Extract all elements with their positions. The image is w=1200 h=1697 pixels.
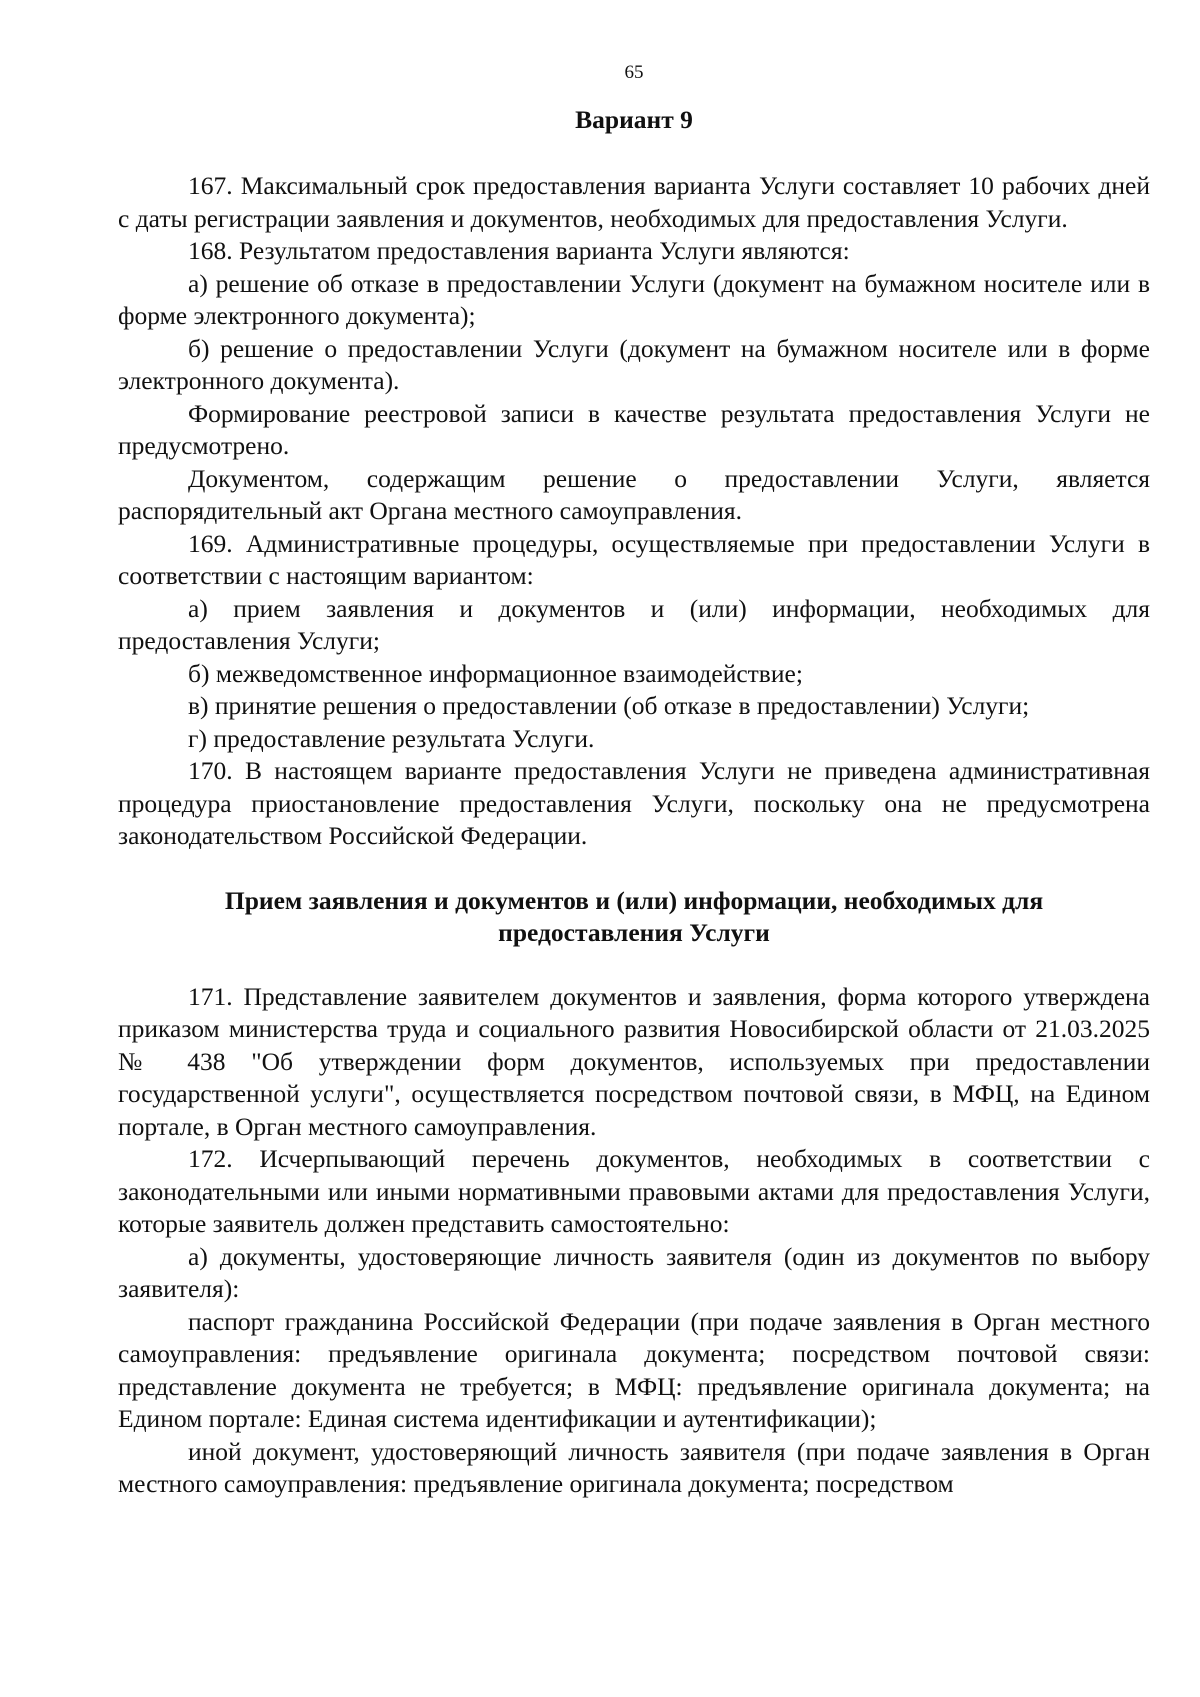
paragraph-decision-document: Документом, содержащим решение о предоставлении Услуги, является распорядительный акт Органа местного самоуправления.: [118, 463, 1150, 525]
section-heading-line-1: Прием заявления и документов и (или) информации, необходимых для: [224, 885, 1044, 915]
variant-body: [118, 170, 1150, 853]
section-heading-line-2: предоставления Услуги: [498, 917, 770, 947]
list-item-169-a: а) прием заявления и документов и (или) информации, необходимых для предоставления Услуги;: [118, 593, 1150, 655]
list-item-172-a: а) документы, удостоверяющие личность заявителя (один из документов по выбору заявителя):: [118, 1241, 1150, 1303]
paragraph-167: 167. Максимальный срок предоставления варианта Услуги составляет 10 рабочих дней с даты регистрации заявления и документов, необходимых для предоставления Услуги.: [118, 171, 1150, 233]
paragraph-171: 171. Представление заявителем документов и заявления, форма которого утверждена приказом министерства труда и социального развития Новосибирской области от 21.03.2025 № 438 "Об утверждении форм документов, используемых при предоставлении государственной услуги", осуществляется посредством почтовой связи, в МФЦ, на Едином портале, в Орган местного самоуправления.: [118, 981, 1150, 1141]
paragraph-passport: паспорт гражданина Российской Федерации (при подаче заявления в Орган местного самоуправления: предъявление оригинала документа; посредством почтовой связи: представление документа не требуется; в МФЦ: предъявление оригинала документа; на Едином портале: Единая система идентификации и аутентификации);: [118, 1306, 1150, 1433]
paragraph-registry-record: Формирование реестровой записи в качестве результата предоставления Услуги не предусмотрено.: [118, 398, 1150, 460]
document-page: [118, 62, 1150, 1501]
list-item-169-b: б) межведомственное информационное взаимодействие;: [188, 658, 803, 688]
paragraph-169: 169. Административные процедуры, осуществляемые при предоставлении Услуги в соответствии с настоящим вариантом:: [118, 528, 1150, 590]
page-number: 65: [624, 62, 644, 83]
list-item-168-a: а) решение об отказе в предоставлении Услуги (документ на бумажном носителе или в форме электронного документа);: [118, 268, 1150, 330]
paragraph-172: 172. Исчерпывающий перечень документов, необходимых в соответствии с законодательными или иными нормативными правовыми актами для предоставления Услуги, которые заявитель должен представить самостоятельно:: [118, 1144, 1150, 1238]
list-item-169-v: в) принятие решения о предоставлении (об отказе в предоставлении) Услуги;: [188, 691, 1030, 720]
section-heading: [118, 885, 1150, 949]
paragraph-170: 170. В настоящем варианте предоставления Услуги не приведена административная процедура приостановление предоставления Услуги, поскольку она не предусмотрена законодательством Российской Федерации.: [118, 756, 1150, 850]
paragraph-168: 168. Результатом предоставления варианта Услуги являются:: [188, 236, 850, 265]
list-item-169-g: г) предоставление результата Услуги.: [188, 723, 595, 753]
list-item-168-b: б) решение о предоставлении Услуги (документ на бумажном носителе или в форме электронного документа).: [118, 333, 1150, 395]
paragraph-other-id-document: иной документ, удостоверяющий личность заявителя (при подаче заявления в Орган местного самоуправления: предъявление оригинала документа; посредством: [118, 1436, 1150, 1498]
section-body: [118, 981, 1150, 1501]
variant-heading: Вариант 9: [575, 105, 693, 134]
